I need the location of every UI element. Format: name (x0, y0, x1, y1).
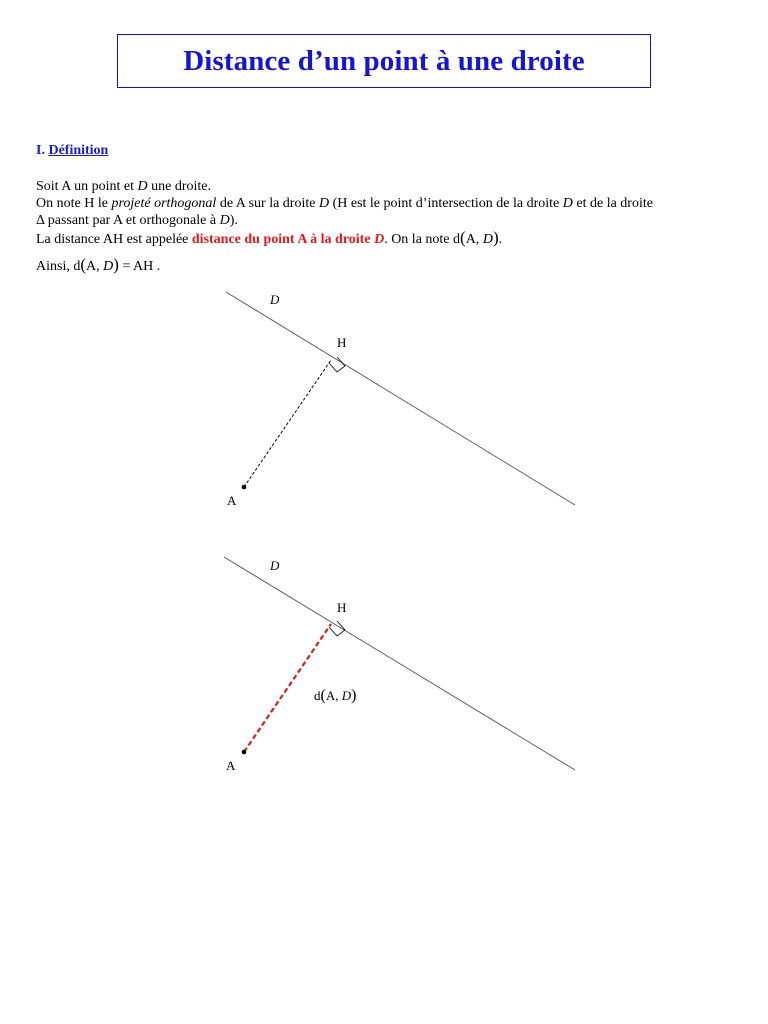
text: de A sur la droite (216, 196, 319, 211)
point-symbol: A, (465, 232, 483, 247)
text: La distance AH est appelée (36, 232, 192, 247)
line-symbol: D (562, 196, 573, 211)
perpendicular-segment (244, 360, 331, 487)
text: . (153, 259, 161, 274)
line-symbol: D (219, 213, 230, 228)
highlight-term: distance du point A à la droite (191, 232, 375, 247)
text: (H est le point d’intersection de la droite (329, 196, 563, 211)
highlight-line-symbol: D (374, 232, 385, 247)
text: passant par A et orthogonale à (44, 213, 220, 228)
line-d (224, 557, 575, 770)
italic-term: projeté orthogonal (111, 196, 217, 211)
delta-symbol: Δ (36, 213, 45, 228)
text: On note H le (36, 196, 112, 211)
distance-notation: d(A, D) (453, 228, 499, 247)
line-d-label: D (270, 292, 280, 307)
point-h-label: H (337, 600, 347, 615)
text: Ainsi, (36, 259, 74, 274)
line-symbol: D (318, 196, 330, 211)
equation-rhs: = AH (118, 259, 154, 274)
point-a (242, 485, 247, 490)
point-symbol: A, (86, 259, 104, 274)
point-a-label: A (226, 758, 236, 773)
text: . On la note (384, 232, 454, 247)
line-d-label: D (270, 558, 280, 573)
line-symbol: D (482, 232, 493, 247)
section-label: Définition (48, 143, 109, 158)
point-h-label: H (337, 335, 347, 350)
text: . (498, 232, 503, 247)
point-a-label: A (227, 493, 237, 508)
d-symbol: d (453, 232, 461, 247)
section-number: I. (36, 143, 45, 158)
page-title: Distance d’un point à une droite (183, 44, 585, 77)
figure-1 (226, 292, 575, 508)
text: une droite. (147, 179, 212, 194)
text: Soit A un point et (36, 179, 138, 194)
line-symbol: D (137, 179, 148, 194)
text: ). (229, 213, 238, 228)
text: et de la droite (572, 196, 653, 211)
figure-2 (224, 557, 575, 773)
equation: d(A, D) = AH (73, 255, 154, 274)
line-symbol: D (103, 259, 114, 274)
point-a (242, 750, 247, 755)
d-symbol: d (73, 259, 81, 274)
distance-label: d(A, D) (314, 687, 357, 704)
line-d (226, 292, 575, 505)
